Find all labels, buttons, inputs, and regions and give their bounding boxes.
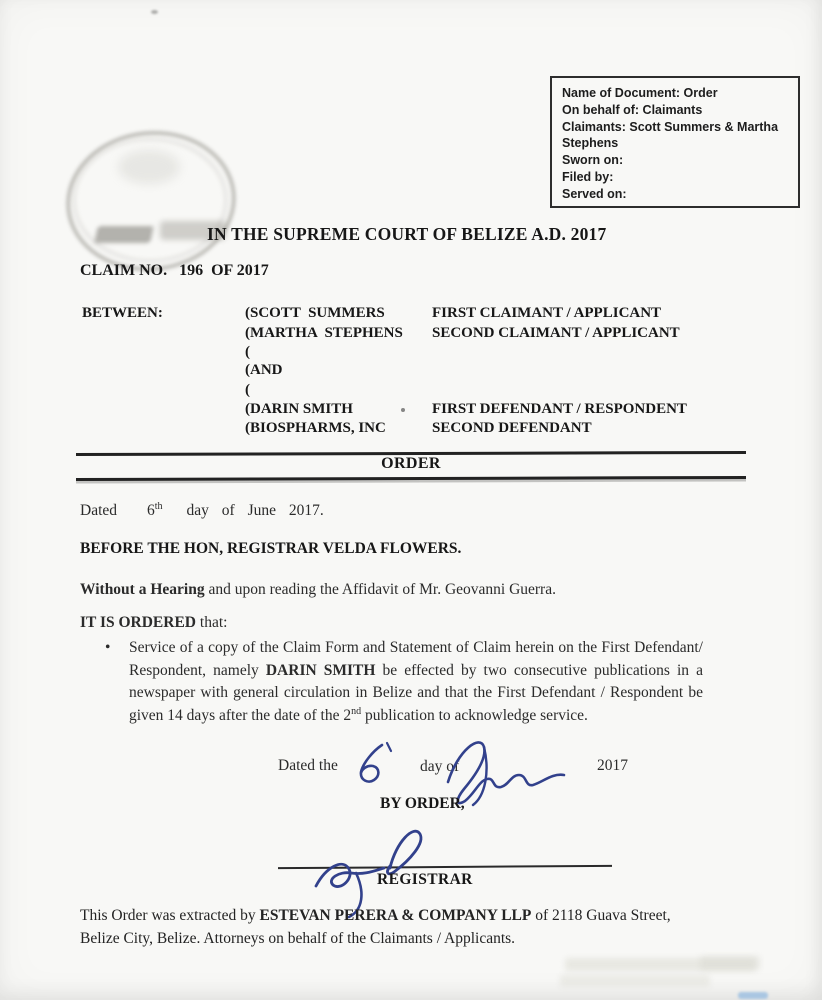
scanner-ghost-mark	[700, 956, 760, 970]
before-registrar-line: BEFORE THE HON, REGISTRAR VELDA FLOWERS.	[80, 540, 462, 557]
meta-line-claimants: Claimants: Scott Summers & Martha Stephens	[562, 119, 779, 151]
dated-day-number: 6	[147, 502, 155, 519]
meta-line-served-on: Served on:	[562, 186, 627, 201]
footer-line-2: Belize City, Belize. Attorneys on behalf of the Claimants / Applicants.	[80, 929, 516, 947]
dated-typed-line	[80, 502, 324, 520]
scanner-ghost-mark	[560, 975, 710, 987]
handwritten-year-label: 2017	[597, 757, 628, 774]
party-name: (	[245, 382, 250, 398]
party-role: SECOND DEFENDANT	[432, 420, 592, 436]
it-is-ordered-line	[80, 614, 227, 632]
party-name: (MARTHA STEPHENS	[245, 325, 403, 341]
meta-line-on-behalf-of: On behalf of: Claimants	[562, 102, 703, 117]
claim-number: CLAIM NO. 196 OF 2017	[80, 262, 269, 279]
publication-ordinal: nd	[351, 705, 362, 717]
blue-scan-artifact	[738, 992, 768, 999]
party-name: (SCOTT SUMMERS	[245, 305, 385, 321]
order-bullet-item	[103, 637, 705, 727]
footer-text-2: of 2118 Guava Street,	[531, 907, 671, 924]
registrar-label: REGISTRAR	[377, 871, 473, 888]
scan-speck	[151, 10, 158, 14]
party-name: (BIOSPHARMS, INC	[245, 420, 386, 436]
dated-word: Dated	[80, 502, 118, 519]
handwritten-day-ink	[352, 740, 396, 788]
without-hearing-line	[80, 581, 556, 599]
stamp-ink-smudge	[118, 150, 180, 184]
footer-text-1: This Order was extracted by	[80, 907, 260, 924]
bullet-text-1: Service of a copy of the Claim Form and Statement of Claim herein on the First Defendant/ Respondent, namely	[129, 639, 703, 679]
bullet-text-2: be effected by two consecutive publications in a newspaper with general circulation in Belize and that the First Defendant / Respondent be given 14 days after the date of the 2	[129, 661, 703, 724]
party-role: FIRST CLAIMANT / APPLICANT	[432, 305, 662, 321]
meta-line-filed-by: Filed by:	[562, 169, 614, 184]
stray-ink-dot	[401, 408, 405, 412]
defendant-name-bold: DARIN SMITH	[265, 661, 376, 679]
party-role: FIRST DEFENDANT / RESPONDENT	[432, 401, 687, 417]
bullet-glyph: •	[105, 639, 111, 656]
party-role: SECOND CLAIMANT / APPLICANT	[432, 325, 680, 341]
dated-day-ordinal: th	[154, 500, 163, 512]
order-heading: ORDER	[381, 455, 441, 472]
without-hearing-rest: and upon reading the Affidavit of Mr. Geovanni Guerra.	[204, 581, 556, 598]
court-title: IN THE SUPREME COURT OF BELIZE A.D. 2017	[207, 224, 607, 244]
dated-the-label: Dated the	[278, 757, 338, 774]
meta-line-document-name: Name of Document: Order	[562, 86, 718, 100]
day-of-label: day of	[420, 758, 460, 775]
by-order-label: BY ORDER,	[380, 795, 465, 812]
it-is-ordered-bold: IT IS ORDERED	[80, 614, 197, 631]
meta-line-sworn-on: Sworn on:	[562, 153, 624, 168]
bullet-text-3: publication to acknowledge service.	[361, 706, 588, 724]
dated-rest: day of June 2017.	[186, 502, 324, 519]
law-firm-name: ESTEVAN PERERA & COMPANY LLP	[259, 907, 532, 924]
stamp-ink-smudge	[94, 226, 154, 243]
document-metadata-box	[550, 76, 800, 208]
extraction-footer	[80, 905, 740, 950]
it-is-ordered-rest: that:	[196, 614, 228, 631]
footer-line-1	[80, 905, 740, 928]
bullet-paragraph	[129, 637, 703, 727]
party-name: (DARIN SMITH	[245, 401, 353, 417]
party-name: (	[245, 344, 250, 360]
without-hearing-bold: Without a Hearing	[80, 581, 205, 598]
party-name: (AND	[245, 362, 283, 378]
between-label: BETWEEN:	[82, 305, 163, 321]
order-heading-rule-bottom	[76, 476, 746, 481]
